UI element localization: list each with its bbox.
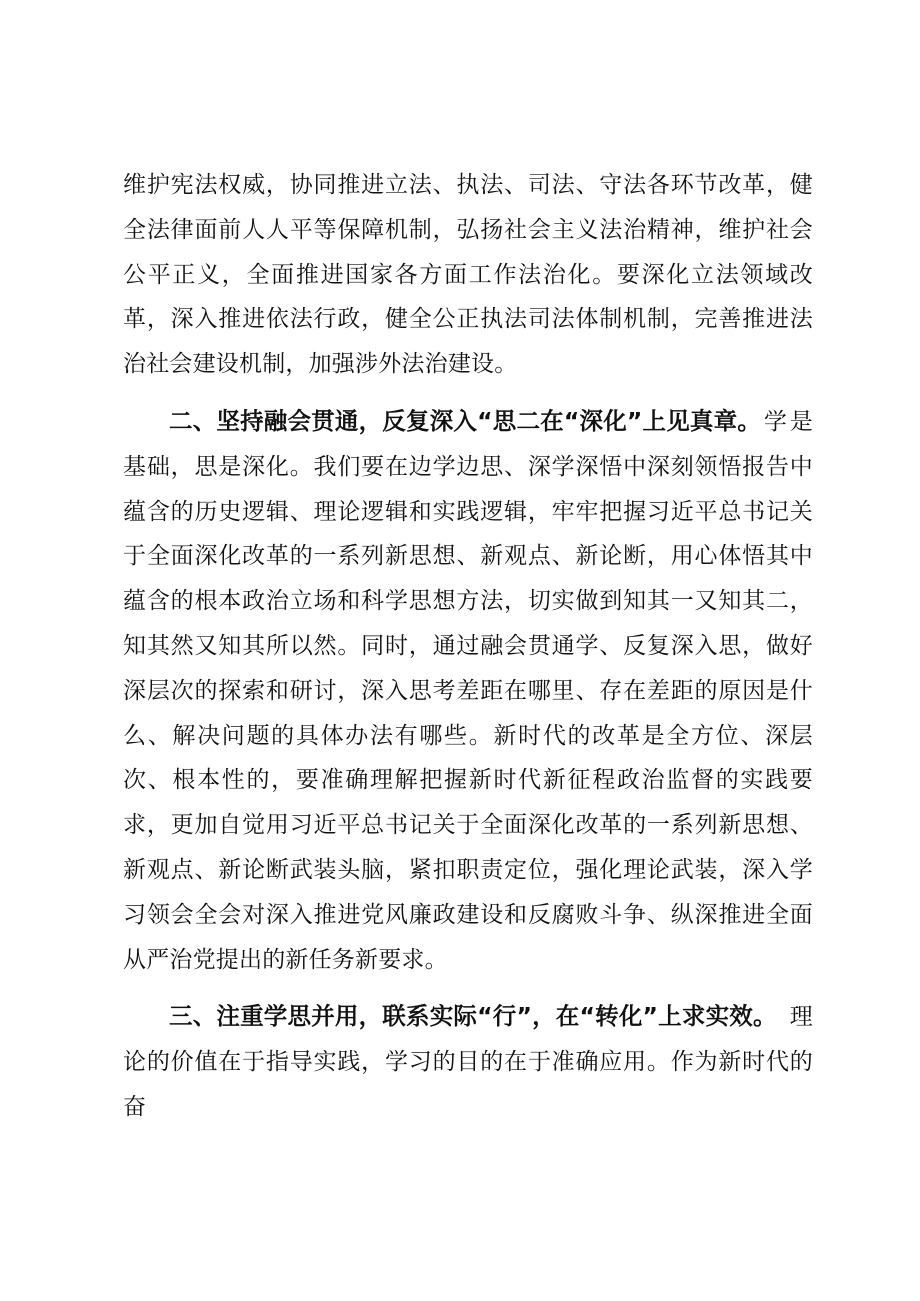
paragraph-3-text: 理论的价值在于指导实践，学习的目的在于准确应用。作为新时代的奋	[123, 1004, 813, 1120]
paragraph-2	[123, 399, 813, 982]
section-2-heading: 二、坚持融会贯通，反复深入“思二在“深化”上见真章。	[169, 406, 762, 435]
document-body	[123, 163, 813, 1130]
section-3-heading: 三、注重学思并用，联系实际“行”，在“转化”上求实效。	[169, 1002, 777, 1031]
paragraph-1-text: 维护宪法权威，协同推进立法、执法、司法、守法各环节改革，健全法律面前人人平等保障机制，弘扬社会主义法治精神，维护社会公平正义，全面推进国家各方面工作法治化。要深化立法领域改革，深入推进依法行政，健全公正执法司法体制机制，完善推进法治社会建设机制，加强涉外法治建设。	[123, 172, 813, 378]
paragraph-2-text: 学是基础，思是深化。我们要在边学边思、深学深悟中深刻领悟报告中蕴含的历史逻辑、理论逻辑和实践逻辑，牢牢把握习近平总书记关于全面深化改革的一系列新思想、新观点、新论断，用心体悟其中蕴含的根本政治立场和科学思想方法，切实做到知其一又知其二，知其然又知其所以然。同时，通过融会贯通学、反复深入思，做好深层次的探索和研讨，深入思考差距在哪里、存在差距的原因是什么、解决问题的具体办法有哪些。新时代的改革是全方位、深层次、根本性的，要准确理解把握新时代新征程政治监督的实践要求，更加自觉用习近平总书记关于全面深化改革的一系列新思想、新观点、新论断武装头脑，紧扣职责定位，强化理论武装，深入学习领会全会对深入推进党风廉政建设和反腐败斗争、纵深推进全面从严治党提出的新任务新要求。	[123, 408, 813, 973]
paragraph-3	[123, 994, 813, 1129]
paragraph-1	[123, 163, 813, 387]
